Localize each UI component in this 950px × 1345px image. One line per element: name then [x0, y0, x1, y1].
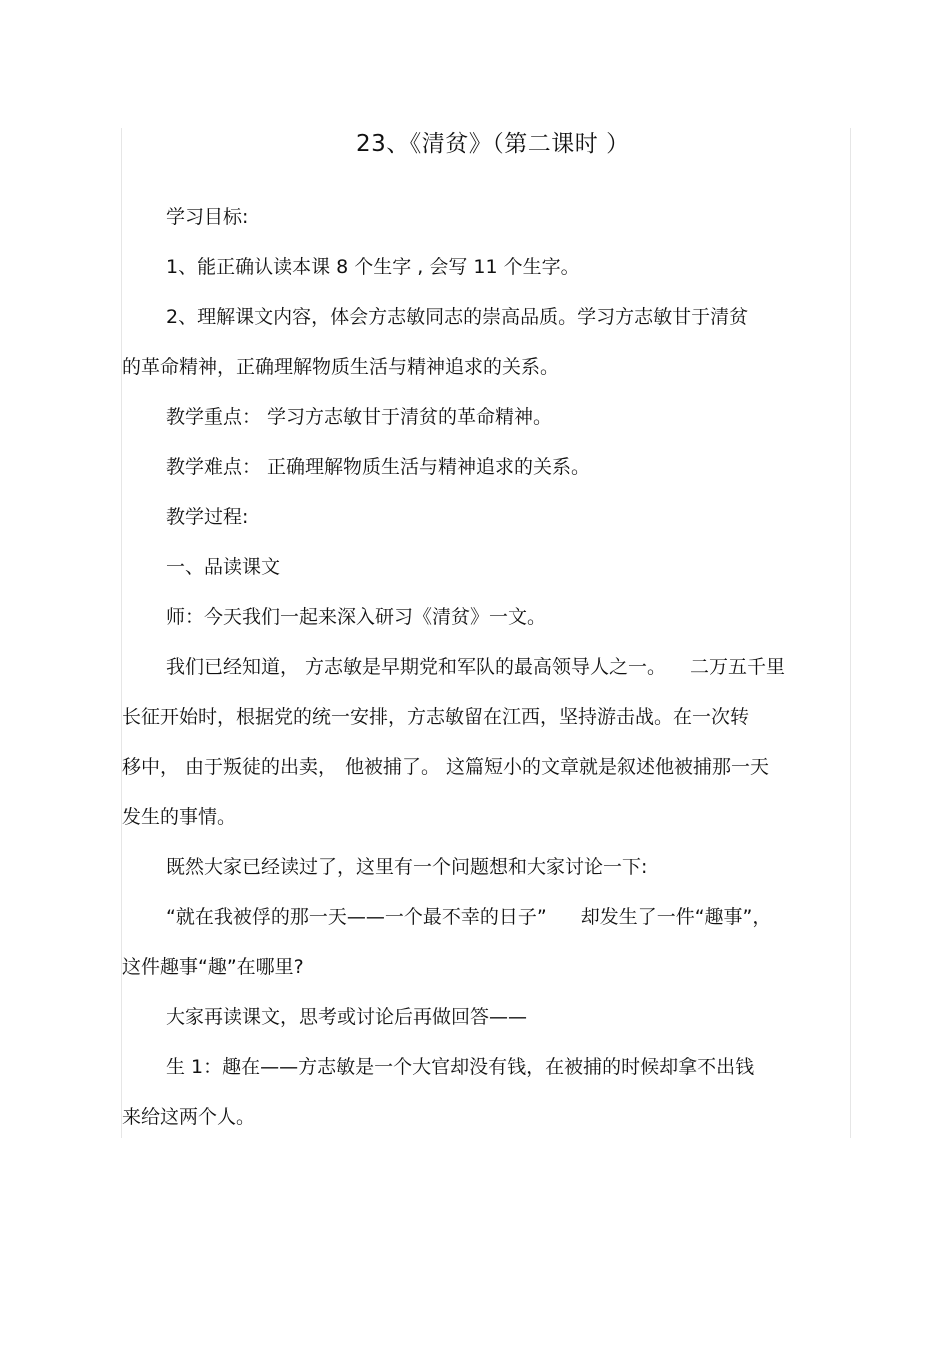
paragraph-1-line-3-part-b: 由于叛徒的出卖，: [185, 756, 338, 778]
difficulty: [166, 454, 590, 480]
objective-2-line-2: 的革命精神，正确理解物质生活与精神追求的关系。: [122, 356, 560, 378]
objective-1: 1、能正确认读本课 8 个生字 , 会写 11 个生字。: [166, 256, 580, 278]
objective-2-line-1: 2、理解课文内容，体会方志敏同志的崇高品质。学习方志敏甘于清贫: [166, 306, 749, 328]
paragraph-2: 既然大家已经读过了，这里有一个问题想和大家讨论一下:: [166, 856, 648, 878]
quote-line-2: 这件趣事“趣”在哪里?: [122, 956, 304, 978]
paragraph-1-line-1: [166, 654, 785, 680]
paragraph-3: 大家再读课文，思考或讨论后再做回答——: [166, 1006, 528, 1028]
teacher-line: 师：今天我们一起来深入研习《清贫》一文。: [166, 606, 547, 628]
quote-line-1: [166, 904, 771, 930]
page-border-right: [850, 128, 851, 1138]
paragraph-1-line-3-part-a: 移中，: [122, 756, 180, 778]
process-heading: 教学过程:: [166, 506, 249, 528]
key-point-label: 教学重点：: [166, 406, 262, 428]
paragraph-1-line-2: 长征开始时，根据党的统一安排，方志敏留在江西，坚持游击战。在一次转: [122, 706, 750, 728]
key-point: [166, 404, 552, 430]
paragraph-1-line-4: 发生的事情。: [122, 806, 237, 828]
paragraph-1-line-3-part-d: 这篇短小的文章就是叙述他被捕那一天: [446, 756, 770, 778]
paragraph-1-line-3-part-c: 他被捕了。: [345, 756, 441, 778]
paragraph-1-part-c: 二万五千里: [690, 656, 786, 678]
difficulty-text: 正确理解物质生活与精神追求的关系。: [267, 456, 591, 478]
objectives-heading: 学习目标:: [166, 206, 249, 228]
paragraph-1-part-b: 方志敏是早期党和军队的最高领导人之一。: [305, 656, 667, 678]
quote-part-a: “就在我被俘的那一天——一个最不幸的日子”: [166, 906, 547, 928]
difficulty-label: 教学难点：: [166, 456, 262, 478]
paragraph-1-line-3: [122, 754, 769, 780]
page-border-left: [121, 128, 122, 1138]
quote-part-b: 却发生了一件“趣事”，: [580, 906, 772, 928]
student-1-line-1: 生 1：趣在——方志敏是一个大官却没有钱，在被捕的时候却拿不出钱: [166, 1056, 755, 1078]
paragraph-1-part-a: 我们已经知道，: [166, 656, 300, 678]
section-1-heading: 一、品读课文: [166, 556, 281, 578]
document-title: 23、《清贫》（第二课时 ）: [356, 131, 630, 157]
key-point-text: 学习方志敏甘于清贫的革命精神。: [267, 406, 553, 428]
student-1-line-2: 来给这两个人。: [122, 1106, 256, 1128]
